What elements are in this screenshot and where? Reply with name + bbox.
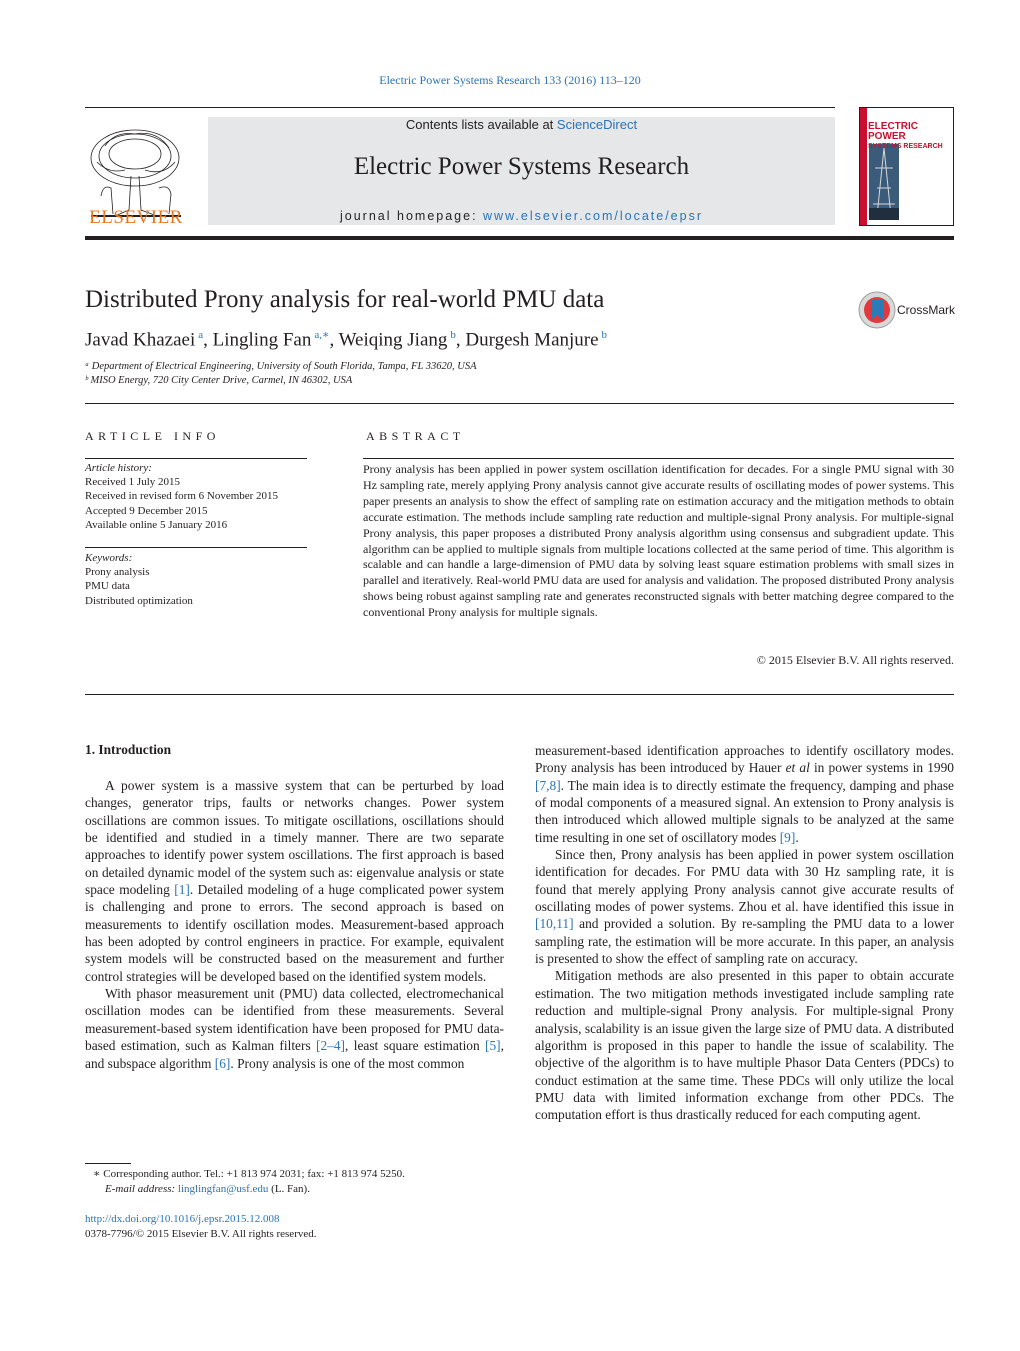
email-suffix: (L. Fan).: [268, 1183, 310, 1195]
author-name: Javad Khazaei: [85, 329, 196, 351]
body-paragraph: [535, 967, 954, 1123]
article-info-rule: [85, 458, 307, 459]
section-heading: 1. Introduction: [85, 742, 172, 757]
text-run: .: [795, 829, 799, 845]
keywords-label: Keywords:: [85, 552, 133, 564]
cover-spine: [860, 108, 867, 225]
text-run: measurement-based identification approaches to identify oscillatory modes. Prony analysis has been introduced by Hauer: [535, 743, 954, 776]
cover-title-line1: ELECTRIC POWER: [868, 121, 918, 142]
affiliation-a: ᵃ Department of Electrical Engineering, University of South Florida, Tampa, FL 33620, USA: [85, 361, 477, 372]
article-info-heading: ARTICLE INFO: [85, 429, 220, 443]
cover-tower-image: [869, 144, 899, 220]
citation-link[interactable]: [9]: [779, 829, 796, 845]
author-name: Weiqing Jiang: [338, 329, 448, 351]
body-paragraph: [85, 777, 504, 985]
text-run: . Detailed modeling of a huge complicated power system is challenging and prone to errors. The second approach is based on measurements to identify oscillation modes. Measurement-based approach has been adopted by control engineers in practice. For example, equivalent system models will be constructed based on the measurement and further control strategies will be developed based on the identified system models.: [85, 882, 505, 984]
body-column-left: [85, 777, 504, 1072]
abstract-copyright: © 2015 Elsevier B.V. All rights reserved.: [756, 653, 954, 667]
footnote-line: ∗ Corresponding author. Tel.: +1 813 974 2031; fax: +1 813 974 5250.: [93, 1168, 405, 1180]
text-run: and provided a solution. By re-sampling the PMU data to a lower sampling rate, the estimation will be more accurate. In this paper, an analysis is presented to show the effect of sampling rate on accuracy.: [535, 916, 954, 967]
abstract-rule: [363, 458, 954, 459]
doi-link[interactable]: http://dx.doi.org/10.1016/j.epsr.2015.12.008: [85, 1213, 280, 1225]
citation-link[interactable]: [1]: [174, 882, 190, 898]
author-name: Lingling Fan: [212, 329, 312, 351]
crossmark-label[interactable]: CrossMark: [897, 303, 956, 317]
author-name: Durgesh Manjure: [465, 329, 599, 351]
sciencedirect-link[interactable]: ScienceDirect: [556, 117, 638, 132]
text-run: Since then, Prony analysis has been applied in power system oscillation identification for decades. For PMU data with 30 Hz sampling rate, it is found that merely applying Prony analysis cannot give accurate results of oscillating modes of power systems. Zhou et al. have identified this issue in: [535, 847, 954, 915]
author-separator: ,: [455, 329, 466, 351]
footnote-rule: [85, 1163, 131, 1164]
text-run: Mitigation methods are also presented in this paper to obtain accurate estimation. The two mitigation methods investigated include sampling rate reduction and multiple-signal Prony analysis. For multiple-signal Prony analysis, scalability is an issue given the large size of PMU data. A distributed algorithm is proposed in this paper to handle the issue of scalability. The objective of the algorithm is to have multiple Phasor Data Centers (PDCs) to conduct estimation at the same time. These PDCs will only utilize the local PMU data with limited information exchange from other PDCs. The computation effort is thus drastically reduced for each computing agent.: [535, 968, 954, 1123]
body-paragraph: [535, 846, 954, 967]
author-list: [85, 328, 607, 351]
author-affiliation-mark[interactable]: b: [601, 329, 608, 341]
abstract-text: Prony analysis has been applied in power system oscillation identification for decades. For a single PMU signal with 30 Hz sampling rate, merely applying Prony analysis cannot give accurate results of oscillating modes of power systems. This paper presents an analysis to show the effect of sampling rate on estimation accuracy and the mitigation methods to obtain accurate estimation. The methods include sampling rate reduction and multiple-signal Prony analysis. For multiple-signal Prony analysis, this paper proposes a distributed Prony analysis algorithm using consensus and subgradient update. This algorithm can be applied to multiple signals from multiple locations collected at the same period of time. This algorithm is scalable and can handle a large-dimension of PMU data by solving least square estimation problems with small sizes in parallel and iteratively. Real-world PMU data are used for analysis and validation. The proposed distributed Prony analysis shows being robust against sampling rate and generates reconstructed signals with better matching degree compared to the conventional Prony analysis for multiple signals.: [363, 462, 954, 620]
cover-title: [868, 122, 952, 151]
text-run: With phasor measurement unit (PMU) data collected, electromechanical oscillation modes can be identified from these measurements. Several measurement-based system identification have been proposed for PMU data-based estimation, such as Kalman filters: [85, 986, 504, 1054]
text-run: . Prony analysis is one of the most common: [230, 1055, 465, 1071]
issn-line: 0378-7796/© 2015 Elsevier B.V. All rights reserved.: [85, 1227, 317, 1240]
keywords: [85, 551, 315, 608]
history-received: Received 1 July 2015: [85, 476, 181, 489]
journal-title: Electric Power Systems Research: [353, 153, 690, 180]
affiliation-b: ᵇ MISO Energy, 720 City Center Drive, Carmel, IN 46302, USA: [85, 375, 353, 386]
email-label: E-mail address:: [105, 1183, 178, 1195]
citation-link[interactable]: [5]: [485, 1038, 501, 1054]
doi-block: [85, 1212, 317, 1241]
crossmark-icon[interactable]: [857, 290, 897, 330]
history-revised: Received in revised form 6 November 2015: [85, 490, 279, 503]
footnote-email-line: [85, 1182, 405, 1197]
text-run: , and subspace algorithm: [85, 1038, 505, 1071]
citation-link[interactable]: [7,8]: [535, 777, 561, 793]
author-separator: ,: [329, 329, 339, 351]
header-rule: [85, 107, 835, 108]
keywords-rule: [85, 547, 307, 548]
header-thick-rule: [85, 236, 954, 240]
contents-prefix: Contents lists available at: [405, 117, 557, 132]
text-run: . The main idea is to directly estimate the frequency, damping and phase of modal components of a measured signal. An extension to Prony analysis is then introduced which allowed multiple signals to be analyzed at the same time resulting in one set of oscillatory modes: [535, 777, 954, 845]
citation-link[interactable]: [2–4]: [316, 1038, 346, 1054]
journal-homepage: [208, 209, 835, 223]
corresponding-author-footnote: [85, 1167, 405, 1197]
journal-citation[interactable]: Electric Power Systems Research 133 (2016) 113–120: [379, 73, 641, 87]
cover-title-line2: SYSTEMS RESEARCH: [868, 143, 943, 150]
body-paragraph: [535, 742, 954, 846]
text-run: A power system is a massive system that can be perturbed by load changes, generator trips, faults or networks changes. Power system oscillations are common issues. To mitigate oscillations, oscillations should be identified and studied in a timely manner. There are two separate approaches to identify power system oscillations. The first approach is based on detailed dynamic model of the system such as: eigenvalue analysis or state space modeling: [85, 778, 504, 898]
author-separator: ,: [203, 329, 213, 351]
author-affiliation-mark[interactable]: b: [450, 329, 456, 341]
contents-line: [208, 117, 835, 133]
paper-title: Distributed Prony analysis for real-world PMU data: [85, 286, 605, 313]
article-history: [85, 461, 315, 532]
italic-text: et al: [785, 760, 810, 776]
elsevier-wordmark: ELSEVIER: [89, 207, 183, 228]
author-affiliation-mark[interactable]: a,∗: [314, 329, 330, 341]
abstract-heading: ABSTRACT: [366, 429, 465, 443]
citation-link[interactable]: [6]: [214, 1055, 231, 1071]
history-accepted: Accepted 9 December 2015: [85, 504, 208, 517]
keyword: PMU data: [85, 580, 130, 593]
text-run: in power systems in 1990: [809, 760, 954, 776]
homepage-prefix: journal homepage:: [340, 209, 484, 223]
keyword: Distributed optimization: [85, 594, 193, 607]
text-run: , least square estimation: [345, 1038, 486, 1054]
keyword: Prony analysis: [85, 566, 150, 579]
body-column-right: [535, 742, 954, 1124]
history-online: Available online 5 January 2016: [85, 518, 228, 531]
section-divider: [85, 694, 954, 695]
homepage-link[interactable]: www.elsevier.com/locate/epsr: [483, 209, 703, 223]
author-affiliation-mark[interactable]: a: [198, 329, 204, 341]
citation-link[interactable]: [10,11]: [535, 916, 574, 932]
section-divider: [85, 403, 954, 404]
email-link[interactable]: linglingfan@usf.edu: [177, 1183, 269, 1195]
history-label: Article history:: [85, 462, 152, 474]
body-paragraph: [85, 985, 504, 1072]
